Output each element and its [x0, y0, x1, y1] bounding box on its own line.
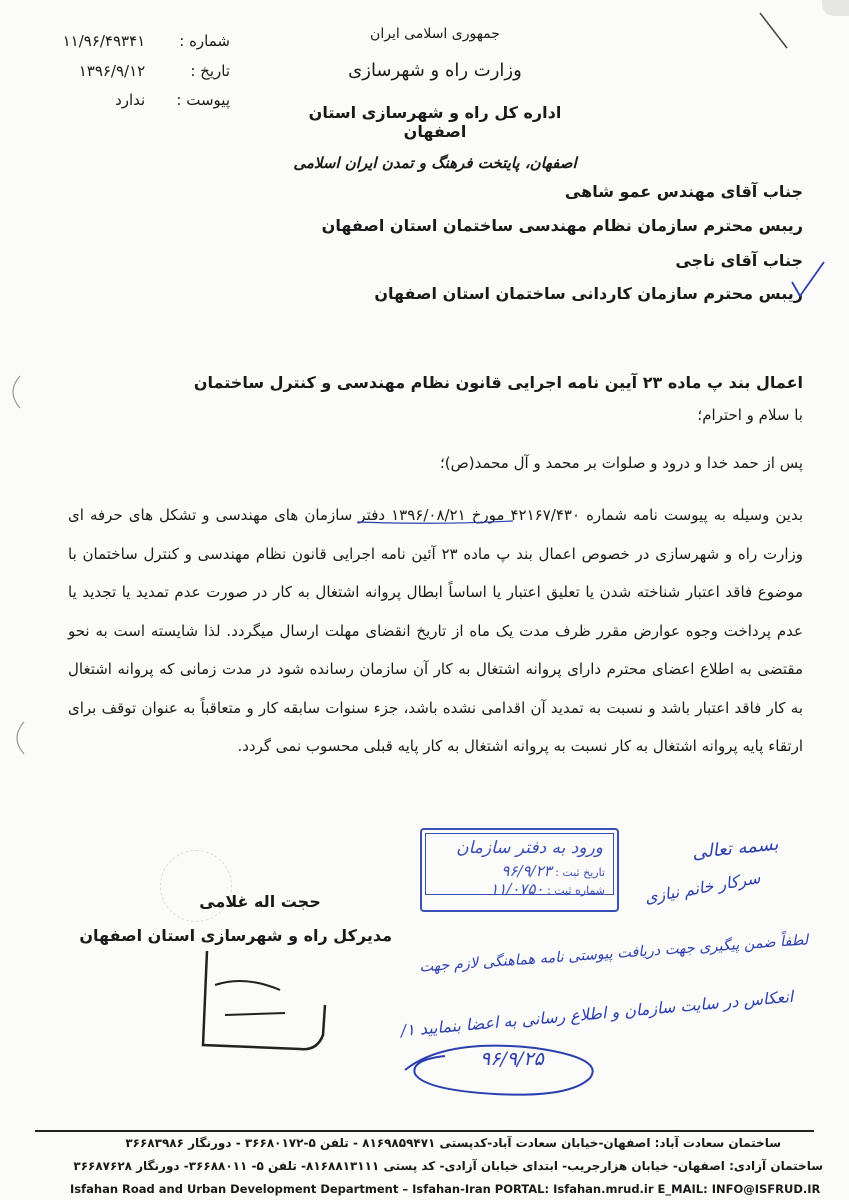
stamp-date-row — [501, 862, 605, 880]
faint-seal-mark — [160, 850, 232, 922]
hole-punch-mark-top — [4, 372, 24, 412]
attachment-value: ندارد — [115, 91, 146, 109]
signer-name: حجت اله غلامی — [199, 892, 321, 911]
recipient-2-title: ریبس محترم سازمان کاردانی ساختمان استان اصفهان — [374, 284, 803, 303]
letter-number — [62, 32, 230, 50]
attachment-label: پیوست : — [176, 91, 230, 109]
registry-stamp — [420, 828, 619, 912]
recipient-1-title: ریبس محترم سازمان نظام مهندسی ساختمان استان اصفهان — [321, 216, 803, 235]
handwritten-addressee: سرکار خانم نیازی — [643, 867, 762, 908]
stamp-date-value: ۹۶/۹/۲۳ — [501, 862, 552, 880]
footer-english: Isfahan Road and Urban Development Department – Isfahan-Iran PORTAL: Isfahan.mrud.ir E_MAIL: INFO@ISFRUD.IR — [70, 1182, 821, 1196]
letter-date — [70, 62, 230, 80]
praise-line: پس از حمد خدا و درود و صلوات بر محمد و آل محمد(ص)؛ — [439, 454, 803, 472]
page-corner-fold — [822, 0, 849, 16]
stamp-number-value: ۱۱/۰۷۵۰ — [490, 880, 544, 898]
subject: اعمال بند پ ماده ۲۳ آیین نامه اجرایی قانون نظام مهندسی و کنترل ساختمان — [193, 373, 803, 392]
footer-address-2: ساختمان آزادی: اصفهان- خیابان هزارجریب- ابتدای خیابان آزادی- کد پستی ۸۱۶۸۸۱۳۱۱۱- تلفن ۵- ۳۶۶۸۸۰۱۱- دورنگار ۳۶۶۸۷۶۲۸ — [73, 1159, 823, 1173]
hole-punch-mark-bottom — [8, 718, 28, 758]
handwritten-signature-loop-icon — [385, 1030, 615, 1105]
stamp-number-label: شماره ثبت : — [547, 884, 605, 897]
recipient-2: جناب آقای ناجی — [675, 251, 803, 270]
signature-scrawl-icon — [185, 945, 335, 1060]
letter-body: بدین وسیله به پیوست نامه شماره ۴۲۱۶۷/۴۳۰ مورخ ۱۳۹۶/۰۸/۲۱ دفتر سازمان های مهندسی و تشکل های حرفه ای وزارت راه و شهرسازی در خصوص اعمال بند پ ماده ۲۳ آئین نامه اجرایی قانون نظام مهندسی و کنترل ساختمان با موضوع فاقد اعتبار شناخته شدن یا تعلیق اعتبار یا اساساً ابطال پروانه اشتغال به کار در صورت عدم تمدید یا تجدید یا عدم پرداخت وجوه عوارض مقرر ظرف مدت یک ماه از تاریخ انقضای مهلت ارسال میگردد. لذا شایسته است به نحو مقتضی به اطلاع اعضای محترم دارای پروانه اشتغال به کار آن سازمان رسانده شود در مدت زمانی که پروانه اشتغال به کار فاقد اعتبار باشد و نسبت به تمدید آن اقدامی نشده باشد، جزء سنوات سابقه کار و متعاقباً به عنوان توقف برای ارتقاء پایه پروانه اشتغال به کار نسبت به پروانه اشتغال به کار پایه قبلی محسوب نمی گردد. — [68, 506, 804, 755]
date-value: ۱۳۹۶/۹/۱۲ — [78, 62, 146, 80]
recipient-1: جناب آقای مهندس عمو شاهی — [564, 182, 803, 201]
signer-title: مدیرکل راه و شهرسازی استان اصفهان — [79, 926, 392, 945]
greeting: با سلام و احترام؛ — [697, 406, 803, 424]
date-label: تاریخ : — [190, 62, 230, 80]
stamp-number-row — [490, 880, 605, 898]
footer-divider — [35, 1130, 814, 1132]
handwritten-date: ۹۶/۹/۲۵ — [480, 1048, 544, 1070]
government-name: جمهوری اسلامی ایران — [370, 26, 500, 42]
corner-pen-mark — [755, 8, 795, 53]
number-value: ۱۱/۹۶/۴۹۳۴۱ — [62, 32, 146, 50]
footer-address-1: ساختمان سعادت آباد: اصفهان-خیابان سعادت آباد-کدپستی ۸۱۶۹۸۵۹۴۷۱ - تلفن ۵-۳۶۶۸۰۱۷۲ - دورنگار ۳۶۶۸۳۹۸۶ — [125, 1136, 781, 1150]
handwritten-instruction-1: لطفاً ضمن پیگیری جهت دریافت پیوستی نامه هماهنگی لازم جهت — [419, 932, 810, 976]
slogan: اصفهان، پایتخت فرهنگ و تمدن ایران اسلامی — [293, 154, 577, 172]
ministry-name: وزارت راه و شهرسازی — [348, 60, 522, 81]
handwritten-greeting: بسمه تعالی — [691, 833, 780, 864]
check-mark-icon — [788, 258, 828, 303]
handwritten-instruction-2: انعکاس در سایت سازمان و اطلاع رسانی به اعضا بنمایید ۱/ — [400, 986, 795, 1041]
number-label: شماره : — [179, 32, 230, 50]
office-name: اداره کل راه و شهرسازی استان اصفهان — [308, 103, 562, 141]
letter-attachment — [70, 91, 230, 109]
underline-mark — [355, 518, 515, 526]
stamp-date-label: تاریخ ثبت : — [555, 866, 605, 879]
stamp-title: ورود به دفتر سازمان — [456, 838, 603, 858]
